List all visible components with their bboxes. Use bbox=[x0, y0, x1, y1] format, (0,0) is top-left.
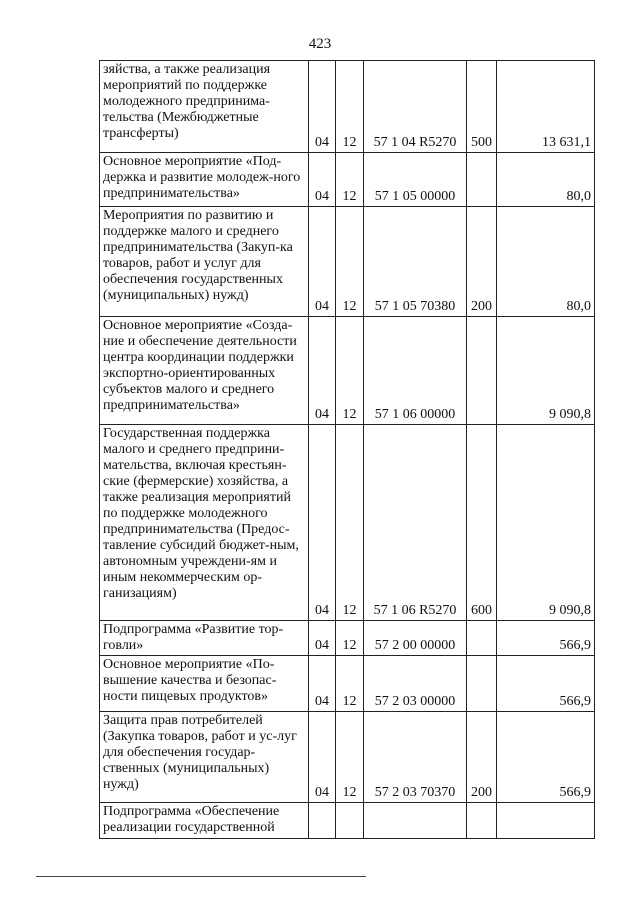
subsection-code: 12 bbox=[336, 207, 364, 317]
amount: 80,0 bbox=[497, 207, 595, 317]
table-row bbox=[100, 153, 595, 207]
table-row bbox=[100, 621, 595, 656]
expense-type-code: 200 bbox=[467, 207, 497, 317]
row-description: Основное мероприятие «По-вышение качества и безопас-ности пищевых продуктов» bbox=[100, 656, 309, 712]
amount: 13 631,1 bbox=[497, 61, 595, 153]
amount: 566,9 bbox=[497, 621, 595, 656]
target-article-code: 57 2 03 00000 bbox=[364, 656, 467, 712]
footer-divider bbox=[36, 876, 366, 877]
row-description: Основное мероприятие «Под-держка и развитие молодеж-ного предпринимательства» bbox=[100, 153, 309, 207]
expense-type-code: 600 bbox=[467, 425, 497, 621]
expense-type-code bbox=[467, 656, 497, 712]
table-row bbox=[100, 317, 595, 425]
table-row bbox=[100, 656, 595, 712]
expense-type-code bbox=[467, 621, 497, 656]
target-article-code: 57 1 04 R5270 bbox=[364, 61, 467, 153]
subsection-code: 12 bbox=[336, 712, 364, 803]
expense-type-code bbox=[467, 153, 497, 207]
subsection-code: 12 bbox=[336, 61, 364, 153]
subsection-code: 12 bbox=[336, 153, 364, 207]
row-description: Подпрограмма «Развитие тор-говли» bbox=[100, 621, 309, 656]
expense-type-code bbox=[467, 803, 497, 839]
row-description: Подпрограмма «Обеспечение реализации государственной bbox=[100, 803, 309, 839]
budget-table bbox=[99, 60, 595, 839]
section-code: 04 bbox=[309, 153, 336, 207]
table-row bbox=[100, 803, 595, 839]
target-article-code: 57 1 05 00000 bbox=[364, 153, 467, 207]
table-row bbox=[100, 61, 595, 153]
section-code: 04 bbox=[309, 207, 336, 317]
section-code: 04 bbox=[309, 621, 336, 656]
amount: 566,9 bbox=[497, 712, 595, 803]
amount: 9 090,8 bbox=[497, 317, 595, 425]
target-article-code: 57 1 05 70380 bbox=[364, 207, 467, 317]
row-description: Государственная поддержка малого и среднего предприни-мательства, включая крестьян-ские (фермерские) хозяйства, а также реализация мероприятий по поддержке молодежного предпринимательства (Предос-тавление субсидий бюджет-ным, автономным учреждени-ям и иным некоммерческим ор-ганизациям) bbox=[100, 425, 309, 621]
section-code: 04 bbox=[309, 317, 336, 425]
amount: 80,0 bbox=[497, 153, 595, 207]
amount bbox=[497, 803, 595, 839]
section-code: 04 bbox=[309, 656, 336, 712]
row-description: зяйства, а также реализация мероприятий по поддержке молодежного предпринима-тельства (Межбюджетные трансферты) bbox=[100, 61, 309, 153]
subsection-code: 12 bbox=[336, 425, 364, 621]
expense-type-code: 200 bbox=[467, 712, 497, 803]
row-description: Мероприятия по развитию и поддержке малого и среднего предпринимательства (Закуп-ка товаров, работ и услуг для обеспечения государственных (муниципальных) нужд) bbox=[100, 207, 309, 317]
subsection-code: 12 bbox=[336, 656, 364, 712]
subsection-code bbox=[336, 803, 364, 839]
table-row bbox=[100, 207, 595, 317]
table-row bbox=[100, 712, 595, 803]
target-article-code: 57 1 06 R5270 bbox=[364, 425, 467, 621]
subsection-code: 12 bbox=[336, 621, 364, 656]
target-article-code: 57 2 00 00000 bbox=[364, 621, 467, 656]
expense-type-code bbox=[467, 317, 497, 425]
expense-type-code: 500 bbox=[467, 61, 497, 153]
table-row bbox=[100, 425, 595, 621]
section-code bbox=[309, 803, 336, 839]
row-description: Защита прав потребителей (Закупка товаров, работ и ус-луг для обеспечения государ-ственных (муниципальных) нужд) bbox=[100, 712, 309, 803]
amount: 9 090,8 bbox=[497, 425, 595, 621]
row-description: Основное мероприятие «Созда-ние и обеспечение деятельности центра координации поддержки экспортно-ориентированных субъектов малого и среднего предпринимательства» bbox=[100, 317, 309, 425]
section-code: 04 bbox=[309, 61, 336, 153]
subsection-code: 12 bbox=[336, 317, 364, 425]
page-number: 423 bbox=[308, 36, 332, 52]
section-code: 04 bbox=[309, 712, 336, 803]
amount: 566,9 bbox=[497, 656, 595, 712]
target-article-code bbox=[364, 803, 467, 839]
target-article-code: 57 1 06 00000 bbox=[364, 317, 467, 425]
section-code: 04 bbox=[309, 425, 336, 621]
target-article-code: 57 2 03 70370 bbox=[364, 712, 467, 803]
